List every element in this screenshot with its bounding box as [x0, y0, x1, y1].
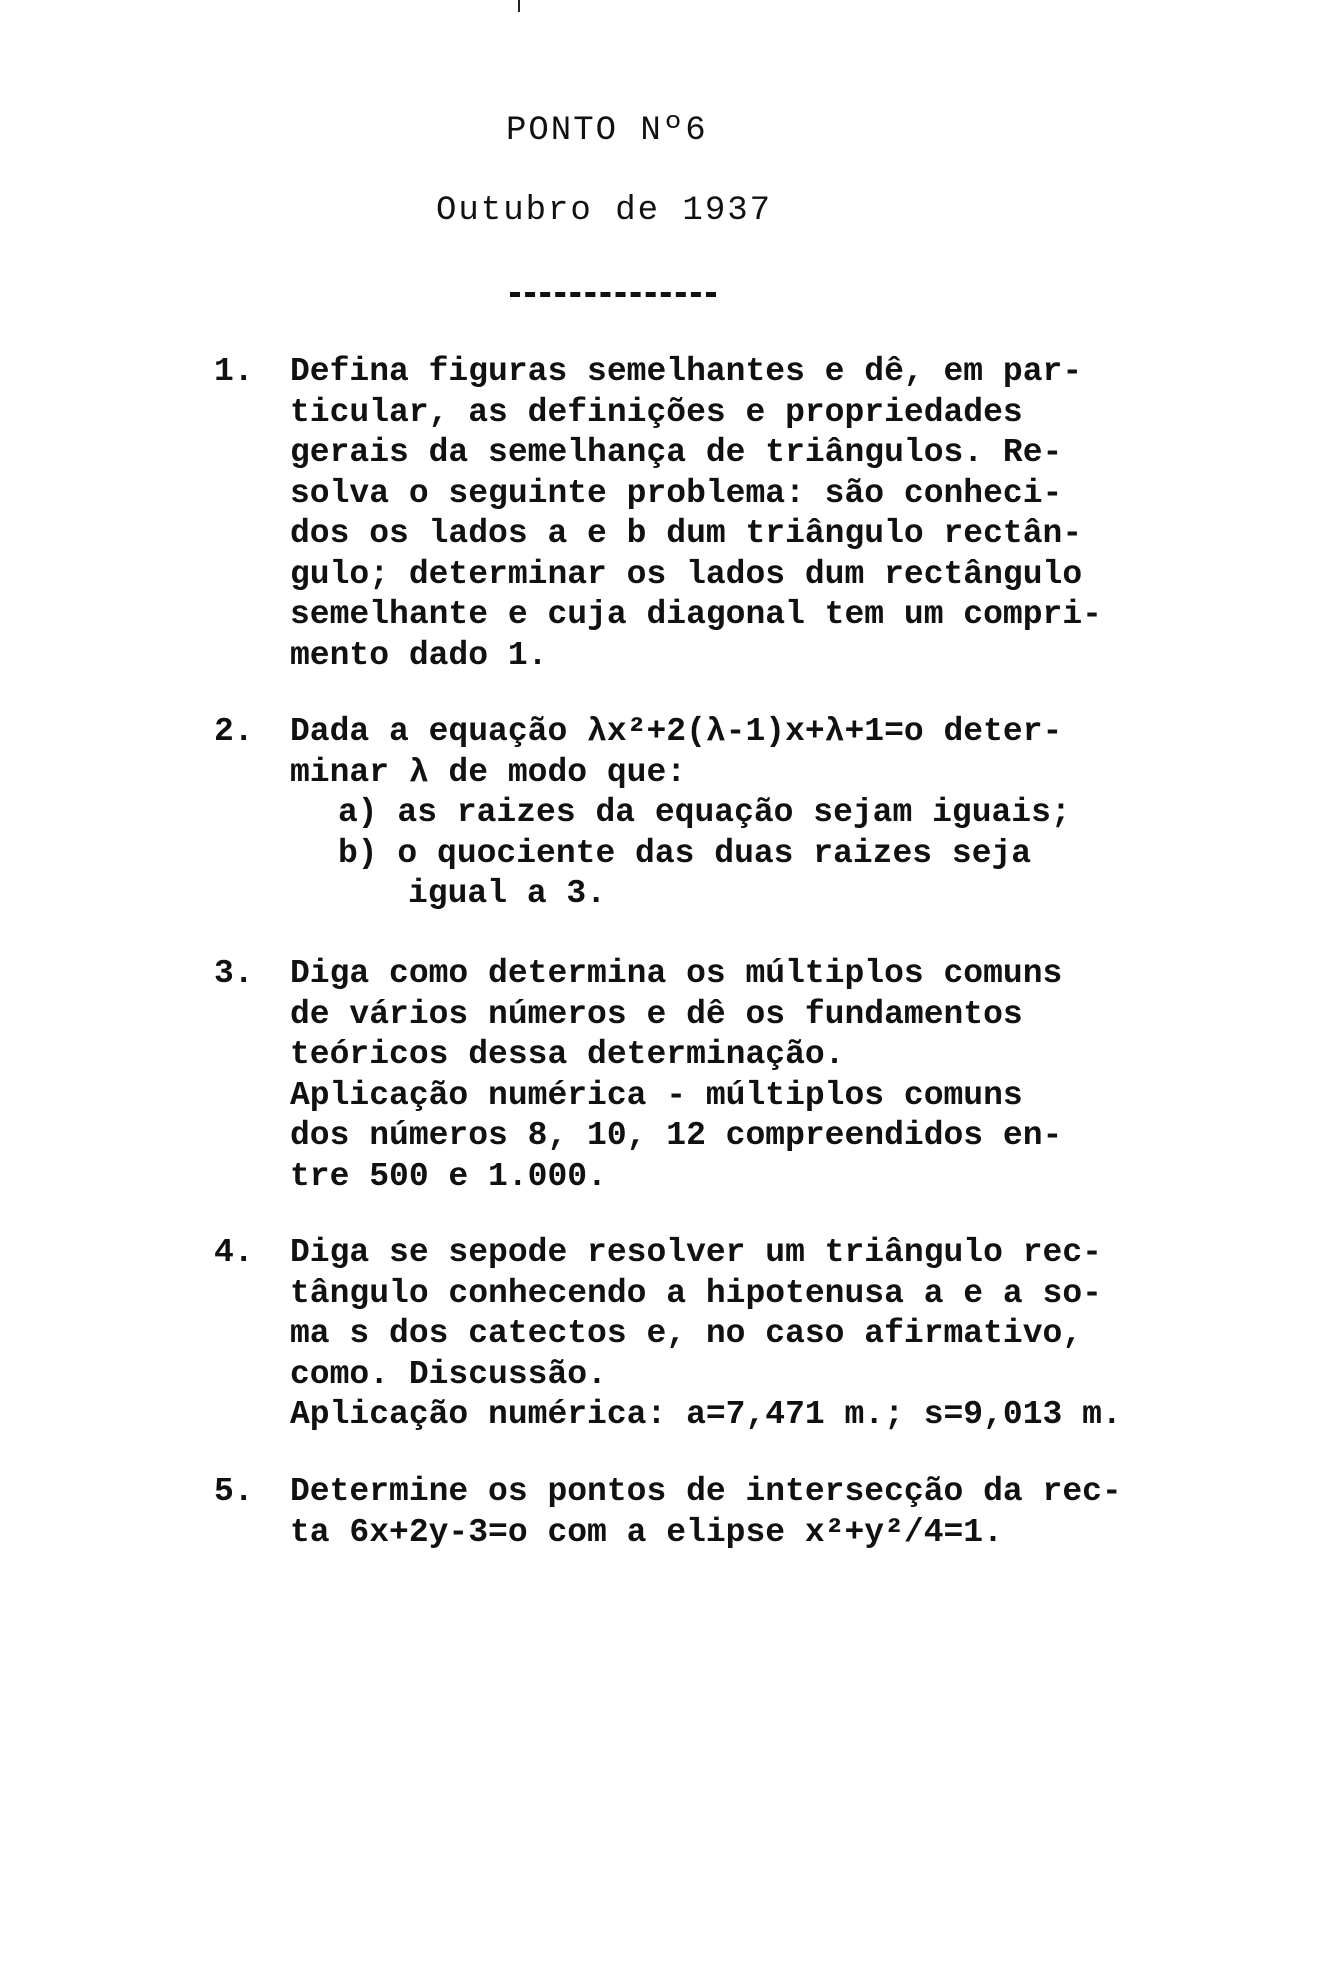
dashed-divider [510, 292, 716, 297]
page-title: PONTO Nº6 [506, 112, 708, 150]
question-body [290, 352, 1330, 676]
question-line: Determine os pontos de intersecção da rec- [290, 1473, 1122, 1510]
question-line: como. Discussão. [290, 1355, 607, 1393]
question-number: 5. [214, 1473, 254, 1510]
question-number: 1. [214, 353, 254, 390]
sub-item-b: b) o quociente das duas raizes seja [338, 834, 1032, 872]
question-line: gerais da semelhança de triângulos. Re- [290, 434, 1063, 471]
question-line: dos números 8, 10, 12 compreendidos en- [290, 1117, 1063, 1154]
question-body [290, 712, 1330, 915]
sub-item-b-continuation: igual a 3. [408, 875, 607, 912]
question-line: tre 500 e 1.000. [290, 1157, 607, 1195]
question-line: ta 6x+2y-3=o com a elipse x²+y²/4=1. [290, 1513, 1003, 1551]
question-line: Diga se sepode resolver um triângulo rec- [290, 1234, 1102, 1271]
question-line: Aplicação numérica: a=7,471 m.; s=9,013 m. [290, 1396, 1122, 1433]
question-line: Diga como determina os múltiplos comuns [290, 955, 1063, 992]
question-number: 3. [214, 955, 254, 992]
question-line: dos os lados a e b dum triângulo rectân- [290, 515, 1083, 552]
question-line: Defina figuras semelhantes e dê, em par- [290, 353, 1083, 390]
question-line: ticular, as definições e propriedades [290, 393, 1023, 431]
question-body [290, 1233, 1330, 1436]
question-line: de vários números e dê os fundamentos [290, 995, 1023, 1033]
date-subtitle: Outubro de 1937 [436, 192, 773, 230]
question-line: solva o seguinte problema: são conheci- [290, 474, 1063, 512]
question-line: tângulo conhecendo a hipotenusa a e a so- [290, 1274, 1102, 1312]
question-line: mento dado 1. [290, 636, 548, 674]
question-number: 2. [214, 713, 254, 750]
question-line: semelhante e cuja diagonal tem um compri- [290, 596, 1102, 633]
question-body [290, 954, 1330, 1197]
sub-item-a: a) as raizes da equação sejam iguais; [338, 794, 1071, 831]
question-line: minar λ de modo que: [290, 753, 687, 791]
question-line: Dada a equação λx²+2(λ-1)x+λ+1=o deter- [290, 713, 1063, 750]
question-line: Aplicação numérica - múltiplos comuns [290, 1076, 1023, 1114]
question-line: gulo; determinar os lados dum rectângulo [290, 555, 1083, 593]
question-number: 4. [214, 1234, 254, 1271]
ink-speck [518, 0, 520, 12]
question-line: ma s dos catectos e, no caso afirmativo, [290, 1315, 1083, 1352]
question-body [290, 1472, 1330, 1553]
question-line: teóricos dessa determinação. [290, 1036, 845, 1073]
